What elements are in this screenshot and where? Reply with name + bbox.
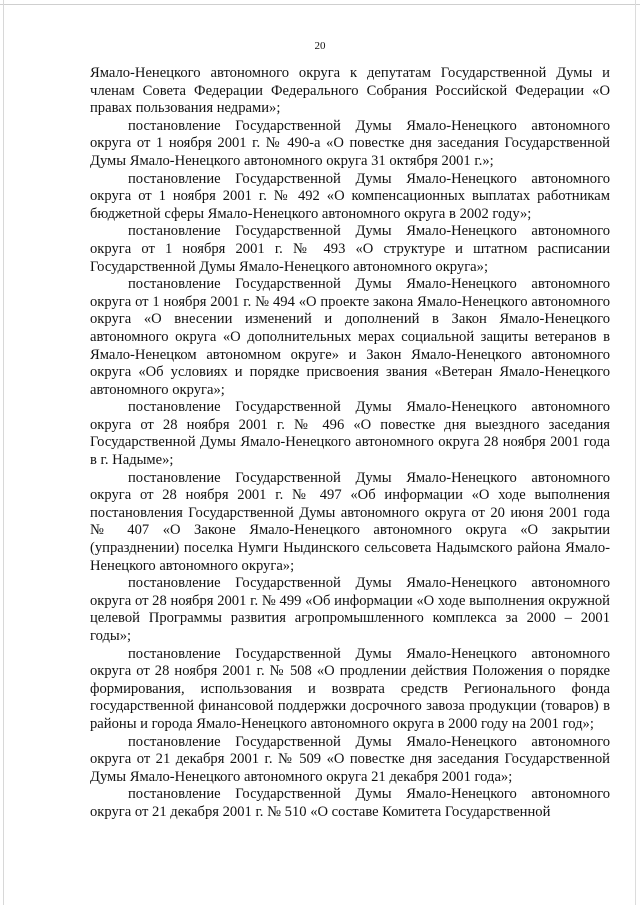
paragraph: постановление Государственной Думы Ямало-Ненецкого автономного округа от 28 ноября 2001 г. № 499 «Об информации «О ходе выполнения окружной целевой Программы развития агропромышленного комплекса за 2000 – 2001 годы»; (90, 575, 610, 644)
paragraph: постановление Государственной Думы Ямало-Ненецкого автономного округа от 1 ноября 2001 г. № 493 «О структуре и штатном расписании Государственной Думы Ямало-Ненецкого автономного округа»; (90, 223, 610, 275)
paragraph: постановление Государственной Думы Ямало-Ненецкого автономного округа от 28 ноября 2001 г. № 496 «О повестке дня выездного заседания Государственной Думы Ямало-Ненецкого автономного округа 28 ноября 2001 года в г. Надыме»; (90, 399, 610, 469)
paragraph: постановление Государственной Думы Ямало-Ненецкого автономного округа от 1 ноября 2001 г. № 494 «О проекте закона Ямало-Ненецкого автономного округа «О внесении изменений и дополнений в Закон Ямало-Ненецкого автономного округа «О дополнительных мерах социальной защиты ветеранов в Ямало-Ненецком автономном округе» и Закон Ямало-Ненецкого автономного округа «Об условиях и порядке присвоения звания «Ветеран Ямало-Ненецкого автономного округа»; (90, 276, 610, 398)
paragraph: постановление Государственной Думы Ямало-Ненецкого автономного округа от 28 ноября 2001 г. № 508 «О продлении действия Положения о порядке формирования, использования и возврата средств Регионального фонда государственной финансовой поддержки досрочного завоза продукции (товаров) в районы и города Ямало-Ненецкого автономного округа в 2000 году на 2001 год»; (90, 645, 610, 732)
paragraph: постановление Государственной Думы Ямало-Ненецкого автономного округа от 1 ноября 2001 г. № 492 «О компенсационных выплатах работникам бюджетной сферы Ямало-Ненецкого автономного округа в 2002 году»; (90, 170, 610, 222)
paragraph-continuation: Ямало-Ненецкого автономного округа к депутатам Государственной Думы и членам Совета Федерации Федерального Собрания Российской Федерации «О правах пользования недрами»; (90, 65, 610, 117)
paragraph: постановление Государственной Думы Ямало-Ненецкого автономного округа от 28 ноября 2001 г. № 497 «Об информации «О ходе выполнения постановления Государственной Думы автономного округа от 20 июня 2001 года № 407 «О Законе Ямало-Ненецкого автономного округа «О закрытии (упразднении) поселка Нумги Ныдинского сельсовета Надымского района Ямало-Ненецкого автономного округа»; (90, 469, 610, 574)
scan-edge-top (0, 4, 640, 5)
paragraph: постановление Государственной Думы Ямало-Ненецкого автономного округа от 21 декабря 2001 г. № 510 «О составе Комитета Государственной (90, 786, 610, 820)
paragraph: постановление Государственной Думы Ямало-Ненецкого автономного округа от 21 декабря 2001 г. № 509 «О повестке дня заседания Государственной Думы Ямало-Ненецкого автономного округа 21 декабря 2001 года»; (90, 733, 610, 785)
scan-edge-left (3, 0, 4, 905)
paragraph: постановление Государственной Думы Ямало-Ненецкого автономного округа от 1 ноября 2001 г. № 490-а «О повестке дня заседания Государственной Думы Ямало-Ненецкого автономного округа 31 октября 2001 г.»; (90, 117, 610, 169)
document-body (90, 65, 610, 822)
scan-edge-right (635, 0, 636, 905)
page-number: 20 (314, 40, 326, 52)
